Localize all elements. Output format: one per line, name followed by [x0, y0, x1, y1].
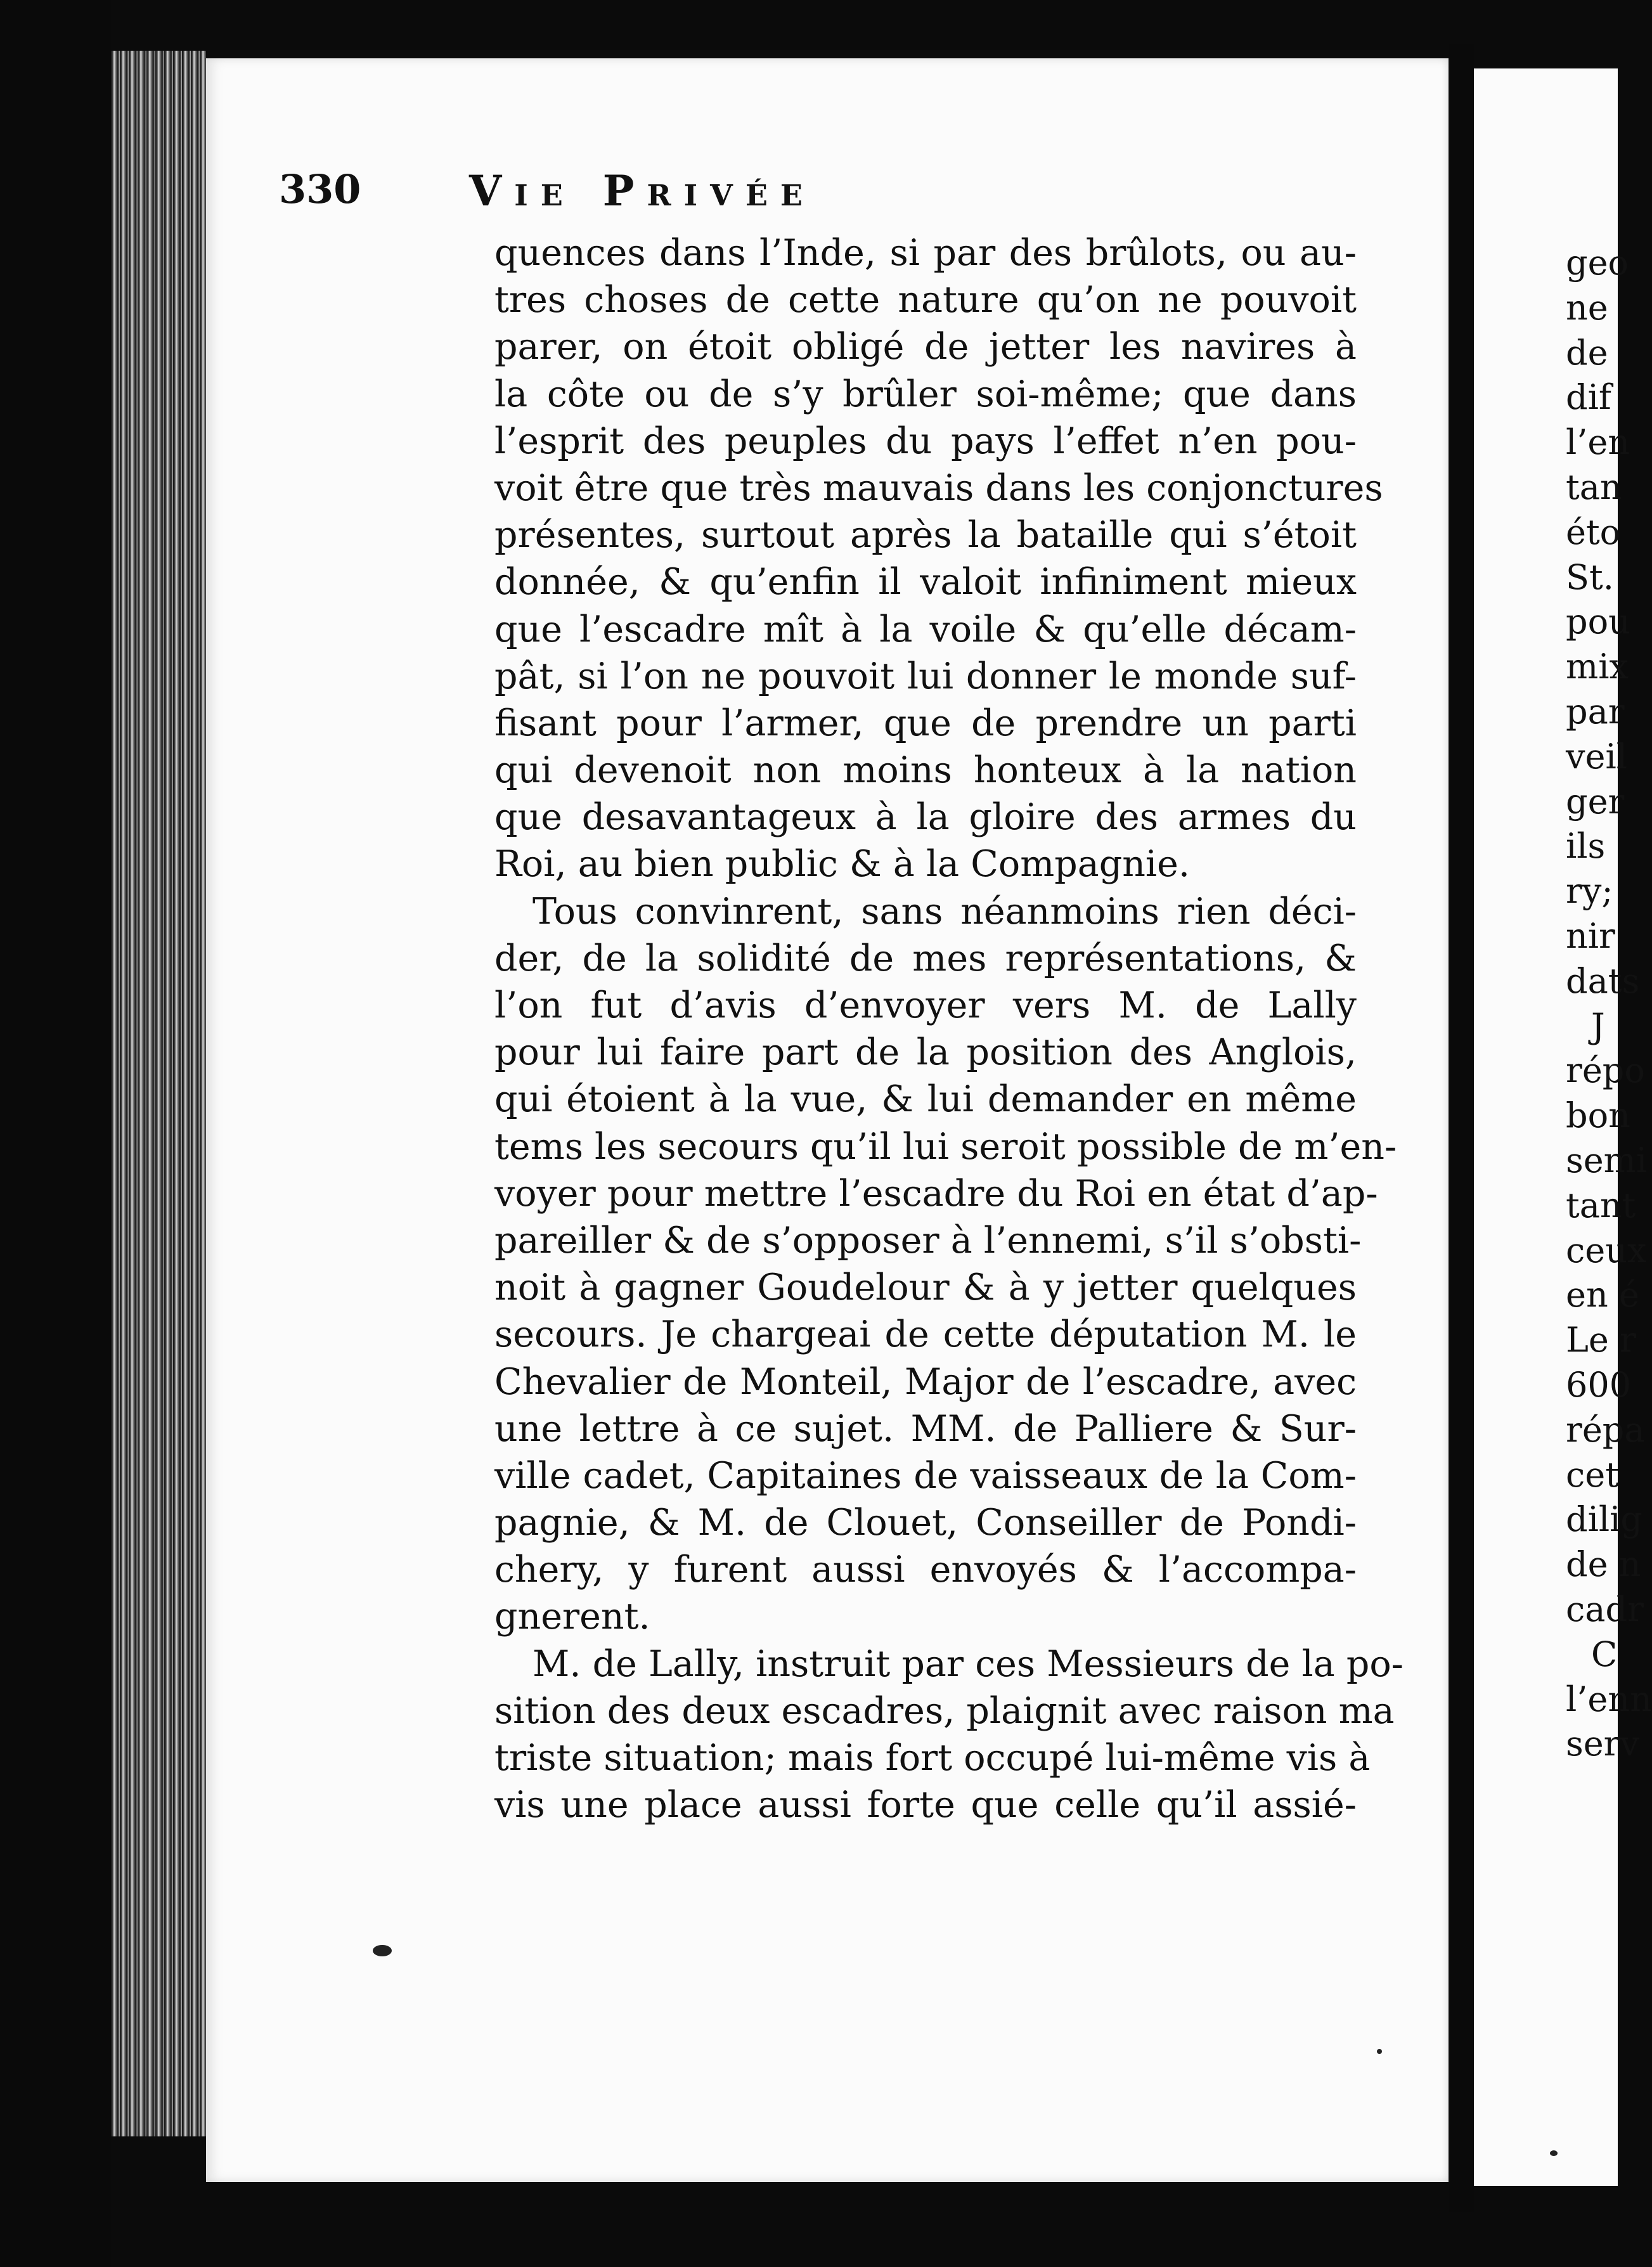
facing-text-line: bon: [1566, 1095, 1630, 1136]
text-line: pât, si l’on ne pouvoit lui donner le monde suf-: [494, 655, 1357, 697]
text-line: qui étoient à la vue, & lui demander en même: [494, 1078, 1357, 1121]
book-page-edges: [111, 51, 206, 2136]
facing-text-line: ry;: [1566, 871, 1613, 912]
facing-text-line: St.: [1566, 557, 1614, 597]
facing-text-line: dats: [1566, 960, 1640, 1001]
facing-text-line: pou: [1566, 602, 1630, 642]
facing-text-line: de n: [1566, 1544, 1641, 1585]
facing-text-line: geo: [1566, 243, 1629, 283]
text-line: pagnie, & M. de Clouet, Conseiller de Pondi-: [494, 1502, 1357, 1544]
text-line: que l’escadre mît à la voile & qu’elle décam-: [494, 608, 1357, 650]
ink-speck: [1377, 2049, 1382, 2054]
text-line: pour lui faire part de la position des Anglois,: [494, 1031, 1357, 1074]
text-line: parer, on étoit obligé de jetter les navires à: [494, 326, 1357, 368]
text-line: voyer pour mettre l’escadre du Roi en état d’ap-: [494, 1172, 1378, 1215]
facing-text-line: nir: [1566, 915, 1615, 956]
facing-text-line: ceux: [1566, 1230, 1647, 1270]
page-number: 330: [279, 166, 361, 212]
text-line: ville cadet, Capitaines de vaisseaux de la Com-: [494, 1454, 1357, 1497]
text-line: pareiller & de s’opposer à l’ennemi, s’il s’obsti-: [494, 1219, 1362, 1262]
text-line: secours. Je chargeai de cette députation M. le: [494, 1314, 1357, 1356]
facing-text-line: serv: [1566, 1724, 1639, 1764]
facing-text-line: de: [1566, 332, 1608, 373]
facing-text-line: C: [1591, 1634, 1618, 1674]
text-line: fisant pour l’armer, que de prendre un parti: [494, 702, 1357, 744]
facing-text-line: mix: [1566, 647, 1629, 687]
facing-page-text: [1566, 241, 1652, 1767]
facing-text-line: l’en: [1566, 422, 1630, 463]
facing-text-line: ne: [1566, 287, 1608, 328]
text-line: Tous convinrent, sans néanmoins rien déci-: [532, 890, 1357, 933]
text-line: triste situation; mais fort occupé lui-même vis à: [494, 1737, 1371, 1779]
text-line: une lettre à ce sujet. MM. de Palliere & Sur-: [494, 1407, 1357, 1450]
text-line: tems les secours qu’il lui seroit possible de m’en-: [494, 1125, 1397, 1168]
text-line: présentes, surtout après la bataille qui s’étoit: [494, 514, 1357, 557]
text-line: chery, y furent aussi envoyés & l’accompa-: [494, 1549, 1357, 1591]
facing-text-line: veil: [1566, 736, 1628, 777]
scan-background-left: [0, 0, 111, 2267]
facing-text-line: répo: [1566, 1050, 1645, 1091]
text-line: qui devenoit non moins honteux à la nation: [494, 749, 1357, 792]
text-line: la côte ou de s’y brûler soi-même; que dans: [494, 373, 1357, 415]
text-line: noit à gagner Goudelour & à y jetter quelques: [494, 1267, 1357, 1309]
ink-speck: [1550, 2150, 1558, 2156]
running-head: [279, 166, 1420, 229]
facing-text-line: ils: [1566, 826, 1606, 867]
text-line: voit être que très mauvais dans les conjonctures: [494, 467, 1383, 509]
running-title: Vie Privée: [469, 166, 815, 216]
body-text: [494, 229, 1404, 1828]
facing-text-line: en é: [1566, 1275, 1639, 1315]
facing-text-line: ger: [1566, 781, 1625, 822]
facing-text-line: J: [1591, 1005, 1605, 1046]
facing-text-line: dilig: [1566, 1499, 1642, 1540]
text-line: Chevalier de Monteil, Major de l’escadre, avec: [494, 1360, 1357, 1403]
text-line: que desavantageux à la gloire des armes du: [494, 796, 1357, 839]
text-line: l’on fut d’avis d’envoyer vers M. de Lally: [494, 985, 1357, 1026]
facing-text-line: par: [1566, 691, 1625, 732]
facing-text-line: Le r: [1566, 1320, 1636, 1360]
ink-speck: [373, 1945, 392, 1956]
facing-text-line: tant: [1566, 1185, 1636, 1225]
text-line: sition des deux escadres, plaignit avec raison ma: [494, 1689, 1395, 1732]
facing-text-line: tan: [1566, 467, 1622, 507]
facing-text-line: répa: [1566, 1409, 1645, 1450]
text-line: tres choses de cette nature qu’on ne pouvoit: [494, 279, 1357, 321]
text-line: quences dans l’Inde, si par des brûlots, ou au-: [494, 232, 1357, 274]
facing-text-line: 600: [1566, 1364, 1632, 1405]
facing-text-line: dif: [1566, 377, 1611, 418]
text-line: der, de la solidité de mes représentations, &: [494, 937, 1357, 979]
facing-text-line: semi: [1566, 1140, 1648, 1180]
facing-text-line: cadr: [1566, 1589, 1644, 1629]
facing-text-line: l’enn: [1566, 1679, 1652, 1719]
facing-text-line: éto: [1566, 512, 1621, 552]
text-line: gnerent.: [494, 1596, 650, 1638]
text-line: vis une place aussi forte que celle qu’il assié-: [494, 1784, 1357, 1826]
facing-text-line: cet: [1566, 1454, 1619, 1495]
text-line: M. de Lally, instruit par ces Messieurs de la po-: [532, 1643, 1404, 1685]
book-gutter: [1449, 44, 1474, 2212]
text-line: Roi, au bien public & à la Compagnie.: [494, 843, 1190, 886]
text-line: donnée, & qu’enfin il valoit infiniment mieux: [494, 561, 1357, 604]
text-line: l’esprit des peuples du pays l’effet n’en pou-: [494, 420, 1357, 462]
